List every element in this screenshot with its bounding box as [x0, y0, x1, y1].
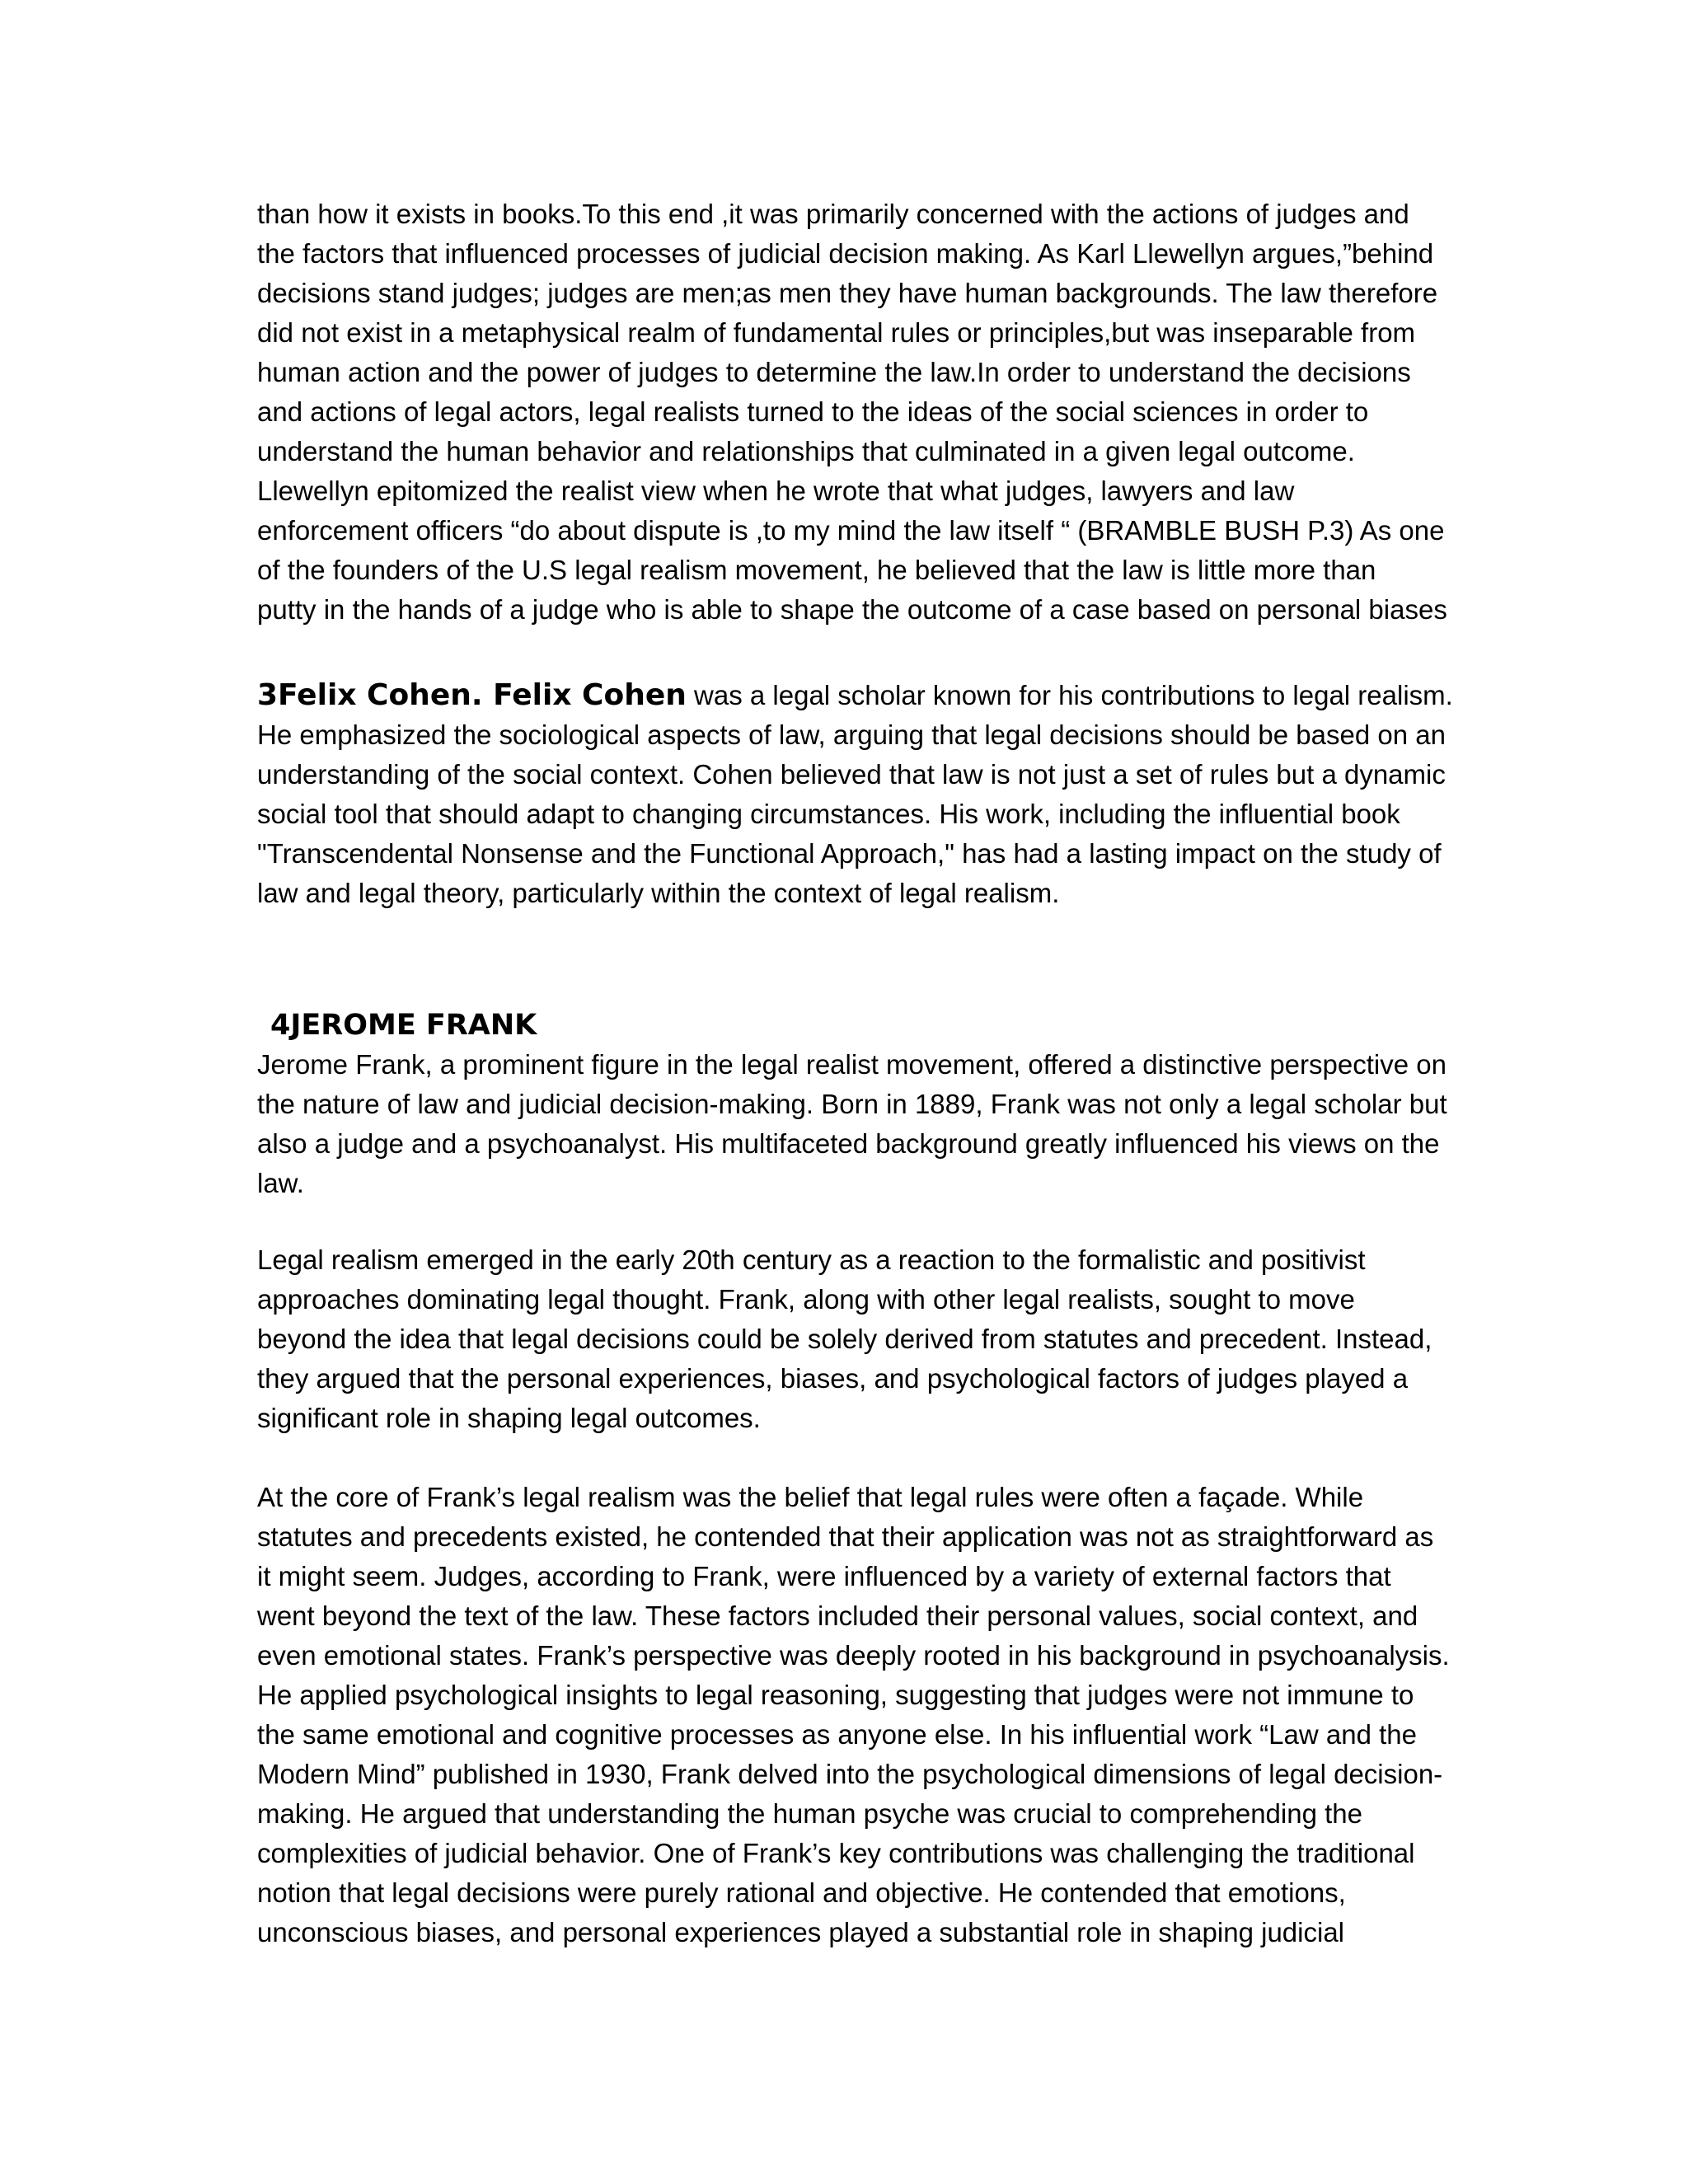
section-heading-felix-cohen: 3Felix Cohen. Felix Cohen — [257, 678, 687, 712]
felix-cohen-text: was a legal scholar known for his contributions to legal realism. He emphasized the sociological aspects of law, arguing that legal decisions should be based on an understanding of the social context. Cohen believed that law is not just a set of rules but a dynamic social tool that should adapt to changing circumstances. His work, including the influential book "Transcendental Nonsense and the Functional Approach," has had a lasting impact on the study of law and legal theory, particularly within the context of legal realism. — [257, 680, 1453, 908]
paragraph-frank-core-realism: At the core of Frank’s legal realism was the belief that legal rules were often a façade. While statutes and precedents existed, he contended that their application was not as straightforward as it might seem. Judges, according to Frank, were influenced by a variety of external factors that went beyond the text of the law. These factors included their personal values, social context, and even emotional states. Frank’s perspective was deeply rooted in his background in psychoanalysis. He applied psychological insights to legal reasoning, suggesting that judges were not immune to the same emotional and cognitive processes as anyone else. In his influential work “Law and the Modern Mind” published in 1930, Frank delved into the psychological dimensions of legal decision- making. He argued that understanding the human psyche was crucial to comprehending the complexities of judicial behavior. One of Frank’s key contributions was challenging the traditional notion that legal decisions were purely rational and objective. He contended that emotions, unconscious biases, and personal experiences played a substantial role in shaping judicial — [257, 1482, 1450, 1947]
paragraph-legal-realism-emergence: Legal realism emerged in the early 20th century as a reaction to the formalistic and positivist approaches dominating legal thought. Frank, along with other legal realists, sought to move beyond the idea that legal decisions could be solely derived from statutes and precedent. Instead, they argued that the personal experiences, biases, and psychological factors of judges played a significant role in shaping legal outcomes. — [257, 1244, 1432, 1433]
paragraph-jerome-frank-intro: Jerome Frank, a prominent figure in the legal realist movement, offered a distinctive perspective on the nature of law and judicial decision-making. Born in 1889, Frank was not only a legal scholar but also a judge and a psychoanalyst. His multifaceted background greatly influenced his views on the law. — [257, 1049, 1447, 1198]
paragraph-felix-cohen — [257, 676, 1477, 913]
section-heading-jerome-frank: 4JEROME FRANK — [270, 1009, 537, 1042]
paragraph-legal-realism-intro: than how it exists in books.To this end ,it was primarily concerned with the actions of judges and the factors that influenced processes of judicial decision making. As Karl Llewellyn argues,”behind decisions stand judges; judges are men;as men they have human backgrounds. The law therefore did not exist in a metaphysical realm of fundamental rules or principles,but was inseparable from human action and the power of judges to determine the law.In order to understand the decisions and actions of legal actors, legal realists turned to the ideas of the social sciences in order to understand the human behavior and relationships that culminated in a given legal outcome. Llewellyn epitomized the realist view when he wrote that what judges, lawyers and law enforcement officers “do about dispute is ,to my mind the law itself “ (BRAMBLE BUSH P.3) As one of the founders of the U.S legal realism movement, he believed that the law is little more than putty in the hands of a judge who is able to shape the outcome of a case based on personal biases — [257, 199, 1447, 625]
